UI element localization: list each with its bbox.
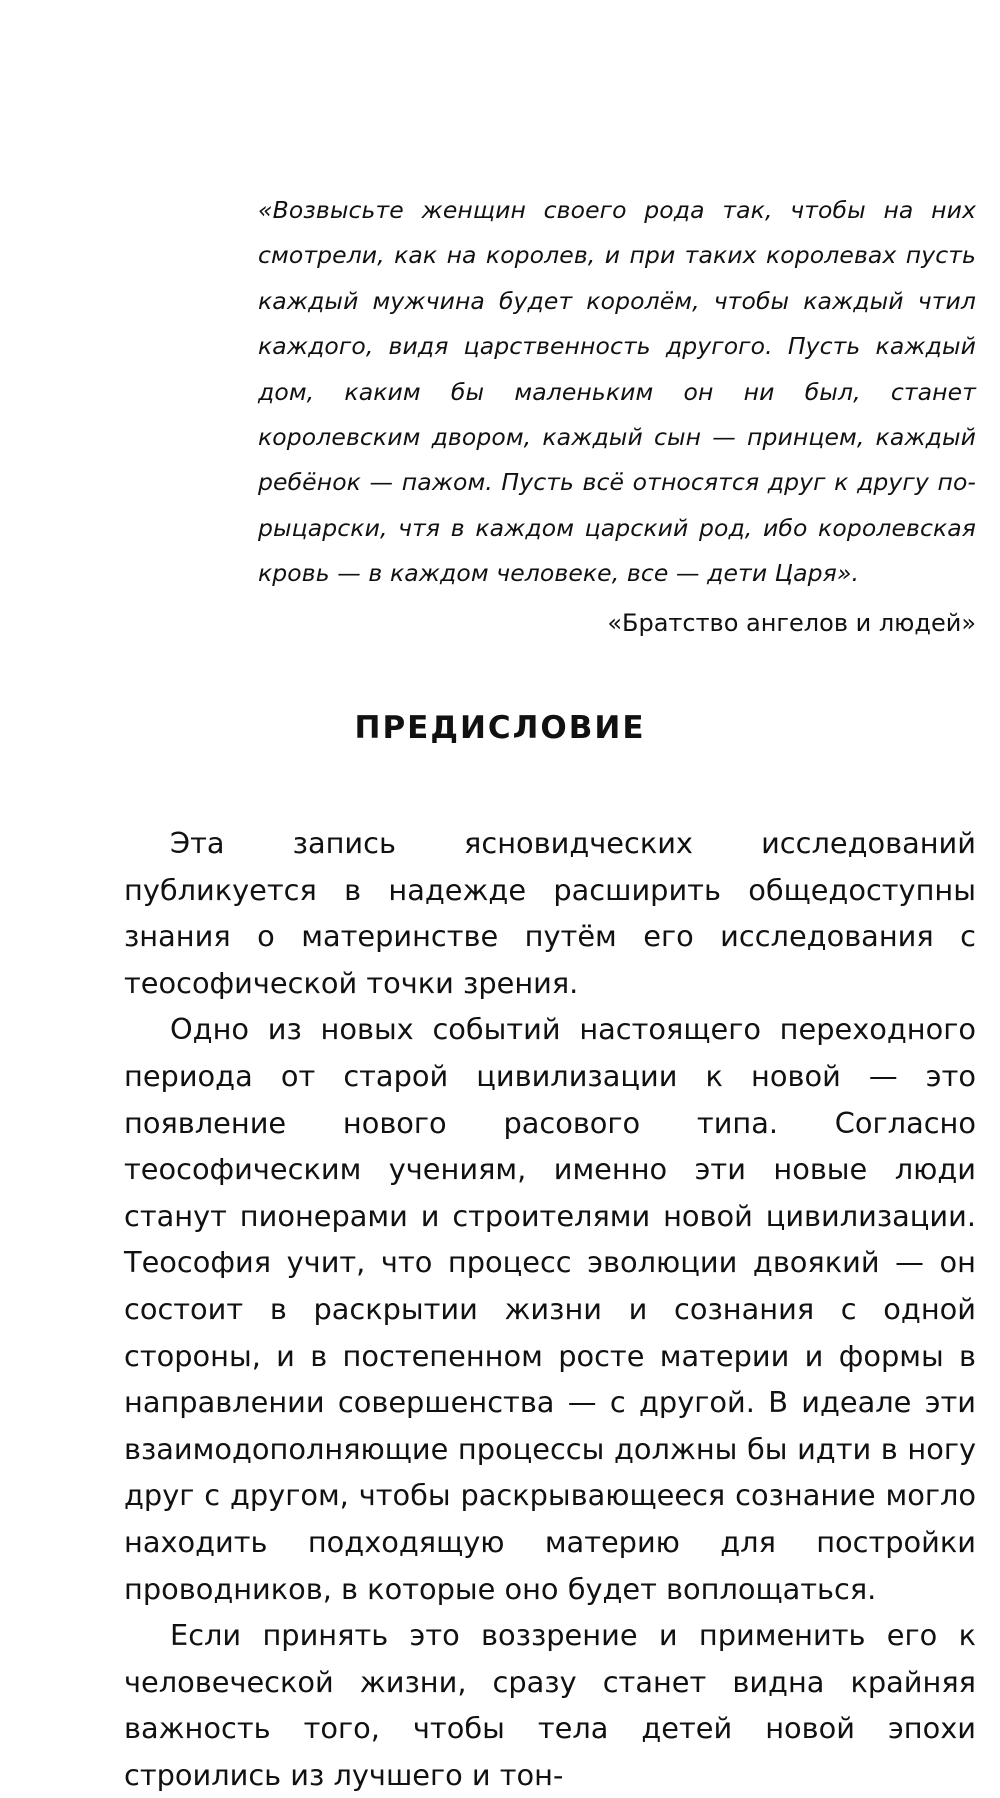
epigraph-source: «Братство ангелов и людей» <box>607 609 976 637</box>
chapter-title: ПРЕДИСЛОВИЕ <box>354 710 646 746</box>
body-text <box>124 820 976 1798</box>
paragraph: Эта запись ясновидческих исследований публикуется в надежде расширить общедоступны знания о материнстве путём его исследования с теософической точки зрения. <box>124 826 976 1000</box>
paragraph: Если принять это воззрение и применить его к человеческой жизни, сразу станет видна крайняя важность того, чтобы тела детей новой эпохи строились из лучшего и тон- <box>124 1618 976 1792</box>
paragraph: Одно из новых событий настоящего переходного периода от старой цивилизации к новой — это появление нового расового типа. Согласно теософическим учениям, именно эти новые люди станут пионерами и строителями новой цивилизации. Теософия учит, что процесс эволюции двоякий — он состоит в раскрытии жизни и сознания с одной стороны, и в постепенном росте материи и формы в направлении совершенства — с другой. В идеале эти взаимодополняющие процессы должны бы идти в ногу друг с другом, чтобы раскрывающееся сознание могло находить подходящую материю для постройки проводников, в которые оно будет воплощаться. <box>124 1012 976 1606</box>
epigraph-quote: «Возвысьте женщин своего рода так, чтобы на них смотрели, как на королев, и при таких королевах пусть каждый мужчина будет королём, чтобы каждый чтил каждого, видя царственность другого. Пусть каждый дом, каким бы маленьким он ни был, станет королевским двором, каждый сын — принцем, каждый ребёнок — пажом. Пусть всё относятся друг к другу по-рыцарски, чтя в каждом царский род, ибо королевская кровь — в каждом человеке, все — дети Царя». <box>258 196 976 588</box>
